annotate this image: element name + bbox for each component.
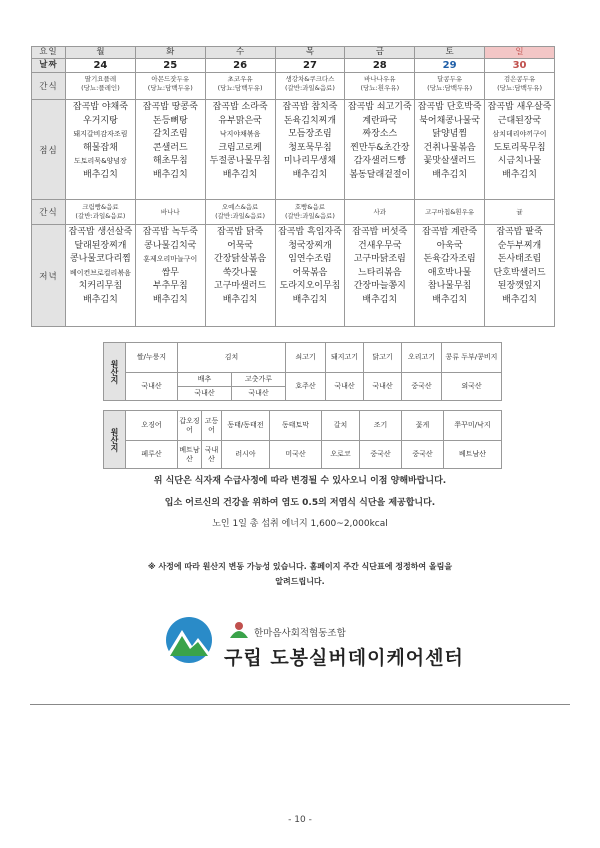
menu-item: 해물잡채 [83, 142, 118, 153]
afternoon-snack-cell [415, 200, 485, 225]
origin-item-value: 중국산 [402, 373, 442, 401]
menu-item: (당뇨:플레인) [81, 84, 120, 92]
origin-item-value: 국내산 [364, 373, 402, 401]
menu-item: 크림빵&음료 [82, 203, 119, 211]
menu-item: 간장마늘쫑지 [353, 281, 406, 292]
menu-item: 북어채콩나물국 [419, 115, 481, 126]
menu-item: (갈반:과일&음료) [284, 212, 335, 220]
menu-item: 낙지야채볶음 [219, 130, 261, 139]
afternoon-snack-cell [275, 200, 345, 225]
dinner-cell-sat [415, 225, 485, 327]
afternoon-snack-row [32, 200, 555, 225]
menu-item: 배추김치 [362, 294, 398, 305]
origin-item-value: 베트남산 [178, 441, 202, 469]
menu-item: 아몬드잣두유 [151, 75, 190, 83]
day-mon: 월 [66, 47, 136, 59]
date-mon: 24 [66, 59, 136, 73]
mountain-logo-icon [164, 616, 214, 664]
menu-item: 잡곡밥 소라죽 [212, 102, 268, 112]
menu-item: 딸기요플레 [84, 75, 117, 83]
note-origin-change-2: 알려드립니다. [275, 577, 325, 586]
origin-item-name: 닭고기 [364, 343, 402, 373]
origin-item-name: 오리고기 [402, 343, 442, 373]
dates-row [32, 59, 555, 73]
origin-item-name: 갑오징어 [178, 411, 202, 441]
menu-item: 배추김치 [502, 169, 537, 180]
menu-item: 잡곡밥 참치죽 [282, 102, 338, 112]
menu-item: 느타리볶음 [358, 267, 402, 278]
menu-item: (당뇨:흰우유) [360, 84, 400, 92]
dinner-row [32, 225, 555, 327]
afternoon-snack-cell [485, 200, 555, 225]
menu-item: 배추김치 [83, 294, 118, 305]
menu-item: 닭양념찜 [432, 129, 468, 140]
menu-item: 배추김치 [152, 169, 188, 180]
day-wed: 수 [205, 47, 275, 59]
menu-item: 짜장소스 [362, 129, 398, 140]
menu-item: (당뇨:담백두유) [497, 84, 542, 92]
origin-item-value: 미국산 [270, 441, 322, 469]
snack2-label: 간식 [32, 200, 66, 225]
menu-item: 잡곡밥 계란죽 [422, 227, 478, 237]
menu-item: 검은콩두유 [503, 75, 536, 83]
menu-item: 단호박샐러드 [493, 267, 546, 278]
weekly-menu-table [31, 46, 555, 327]
menu-item: 도라지오이무침 [279, 281, 341, 292]
days-row [32, 47, 555, 59]
morning-snack-row [32, 73, 555, 100]
menu-item: 잡곡밥 쇠고기죽 [347, 102, 412, 112]
menu-item: 어묵국 [227, 240, 254, 251]
dinner-cell-sun [485, 225, 555, 327]
afternoon-snack-cell [205, 200, 275, 225]
menu-item: 크림고로케 [218, 142, 262, 153]
menu-item: 부추무침 [152, 281, 188, 292]
note-low-salt: 입소 어르신의 건강을 위하여 염도 0.5의 저염식 식단을 제공합니다. [164, 498, 436, 508]
menu-item: 배추김치 [222, 294, 258, 305]
menu-item: 도토리묵&양념장 [74, 157, 127, 166]
menu-item: 잡곡밥 생선살죽 [68, 227, 133, 237]
origin-item-value: 외국산 [442, 373, 502, 401]
dinner-cell-wed [205, 225, 275, 327]
origin-item-name: 김치 [178, 343, 286, 373]
morning-snack-cell [345, 73, 415, 100]
menu-item: 콘샐러드 [152, 142, 188, 153]
lunch-cell-thu [275, 100, 345, 200]
menu-item: 우거지탕 [83, 115, 118, 126]
origin-item-name: 돼지고기 [326, 343, 364, 373]
menu-item: 모듬장조림 [288, 129, 332, 140]
menu-item: 애호박나물 [427, 267, 472, 278]
menu-item: 유부맑은국 [218, 115, 262, 126]
menu-item: 잡곡밥 새우살죽 [487, 102, 552, 112]
menu-item: 귤 [516, 207, 523, 216]
menu-item: (갈반:과일&음료) [215, 212, 266, 220]
menu-item: 잡곡밥 단호박죽 [417, 102, 482, 112]
origin-item-value: 베트남산 [444, 441, 502, 469]
menu-item: 건새우무국 [358, 240, 402, 251]
menu-item: 배추김치 [152, 294, 188, 305]
origin-subitem-name: 배추 [178, 373, 232, 387]
menu-item: 돈사태조림 [497, 254, 542, 265]
menu-item: 된장깻잎지 [497, 281, 542, 292]
menu-item: 오예스&음료 [221, 203, 259, 211]
lunch-cell-sat [415, 100, 485, 200]
lunch-cell-tue [135, 100, 205, 200]
origin-item-value: 중국산 [402, 441, 444, 469]
origin-item-value: 페루산 [126, 441, 178, 469]
origin-item-value: 국내산 [126, 373, 178, 401]
menu-item: 베이컨브로컬리볶음 [69, 268, 131, 277]
afternoon-snack-cell [345, 200, 415, 225]
origin-item-name: 쭈꾸미/낙지 [444, 411, 502, 441]
origin-label: 원산지 [104, 411, 126, 469]
dinner-cell-mon [66, 225, 136, 327]
morning-snack-cell [135, 73, 205, 100]
menu-item: 고구마샐러드 [214, 281, 267, 292]
origin-item-value: 국내산 [202, 441, 222, 469]
dinner-cell-thu [275, 225, 345, 327]
date-label: 날짜 [32, 59, 66, 73]
menu-item: 잡곡밥 흑임자죽 [278, 227, 342, 237]
menu-item: 고구마닭조림 [353, 254, 406, 265]
menu-item: 배추김치 [502, 294, 537, 305]
origin-item-name: 고등어 [202, 411, 222, 441]
origin-item-value: 국내산 [326, 373, 364, 401]
menu-item: 사과 [373, 207, 387, 216]
note-energy: 노인 1일 총 섭취 에너지 1,600~2,000kcal [212, 519, 388, 529]
origin-item-value: 중국산 [360, 441, 402, 469]
menu-item: 바나나 [160, 207, 180, 216]
menu-item: 시금치나물 [497, 156, 542, 167]
origin-table-1 [103, 342, 502, 401]
day-tue: 화 [135, 47, 205, 59]
origin-item-name: 쇠고기 [286, 343, 326, 373]
menu-item: 갈치조림 [152, 129, 188, 140]
menu-item: 달래된장찌개 [74, 240, 127, 251]
day-fri: 금 [345, 47, 415, 59]
menu-item: (당뇨:담백두유) [217, 84, 263, 92]
lunch-label: 점심 [32, 100, 66, 200]
menu-item: 도토리묵무침 [493, 142, 546, 153]
menu-item: 잡곡밥 닭죽 [216, 227, 264, 237]
menu-item: (갈반:과일&음료) [75, 212, 126, 220]
morning-snack-cell [485, 73, 555, 100]
menu-item: 청국장찌개 [288, 240, 332, 251]
coop-logo-icon [228, 620, 250, 640]
day-sun: 일 [485, 47, 555, 59]
menu-item: 고구마칩&흰우유 [425, 207, 475, 216]
afternoon-snack-cell [66, 200, 136, 225]
menu-item: 콩나물김치국 [144, 240, 197, 251]
date-wed: 26 [205, 59, 275, 73]
origin-label: 원산지 [104, 343, 126, 401]
lunch-cell-fri [345, 100, 415, 200]
origin-item-name: 꽃게 [402, 411, 444, 441]
menu-item: 청포묵무침 [288, 142, 332, 153]
menu-item: 생강차&쿠크다스 [285, 75, 335, 83]
menu-item: 쌈무 [161, 267, 179, 278]
date-tue: 25 [135, 59, 205, 73]
dinner-label: 저녁 [32, 225, 66, 327]
afternoon-snack-cell [135, 200, 205, 225]
coop-name: 한마음사회적협동조합 [254, 628, 346, 639]
dinner-cell-tue [135, 225, 205, 327]
menu-item: 봄동달래겉절이 [349, 169, 411, 180]
page-number: - 10 - [288, 815, 312, 825]
menu-item: 돈등뼈탕 [152, 115, 188, 126]
note-menu-change: 위 식단은 식자재 수급사정에 따라 변경될 수 있사오니 이점 양해바랍니다. [153, 476, 447, 486]
origin-item-name: 동태/동태전 [222, 411, 270, 441]
menu-item: 근대된장국 [497, 115, 542, 126]
origin-item-name: 조기 [360, 411, 402, 441]
lunch-row [32, 100, 555, 200]
origin-item-name: 쌀/누룽지 [126, 343, 178, 373]
footer-divider [30, 704, 570, 705]
menu-item: 아욱국 [436, 240, 463, 251]
menu-item: 잡곡밥 땅콩죽 [142, 102, 198, 112]
menu-item: 배추김치 [292, 169, 328, 180]
menu-item: 콩나물코다리찜 [69, 254, 131, 265]
menu-item: 잡곡밥 야채죽 [72, 102, 128, 112]
menu-item: (당뇨:담백두유) [427, 84, 473, 92]
menu-item: 배추김치 [432, 169, 468, 180]
origin-subitem-name: 고춧가루 [232, 373, 286, 387]
menu-item: 돈육감자조림 [423, 254, 476, 265]
menu-item: 간장닭살볶음 [214, 254, 267, 265]
menu-item: 감자샐러드빵 [353, 156, 406, 167]
menu-item: 어묵볶음 [292, 267, 328, 278]
menu-item: (갈반:과일&음료) [284, 84, 335, 92]
dinner-cell-fri [345, 225, 415, 327]
origin-item-name: 오징어 [126, 411, 178, 441]
menu-item: 돈육김치찌개 [283, 115, 337, 126]
menu-item: 미나리무생채 [283, 156, 337, 167]
menu-item: 순두부찌개 [497, 240, 542, 251]
menu-item: 꽃맛살샐러드 [423, 156, 476, 167]
day-sat: 토 [415, 47, 485, 59]
menu-item: 배추김치 [222, 169, 258, 180]
menu-item: 호빵&음료 [294, 203, 326, 211]
menu-item: 잡곡밥 팥죽 [496, 227, 543, 237]
menu-item: 훈제오리마늘구이 [143, 255, 198, 264]
snack-label: 간식 [32, 73, 66, 100]
menu-item: 계란파국 [362, 115, 398, 126]
menu-item: 치커리무침 [78, 281, 123, 292]
menu-item: (당뇨:담백두유) [147, 84, 193, 92]
menu-item: 쑥갓나물 [222, 267, 258, 278]
origin-item-name: 동태토막 [270, 411, 322, 441]
menu-item: 돼지갈비감자조림 [73, 130, 128, 139]
lunch-cell-wed [205, 100, 275, 200]
menu-item: 배추김치 [432, 294, 468, 305]
menu-item: 삼치데리야끼구이 [492, 130, 547, 139]
menu-item: 초코우유 [227, 75, 253, 83]
menu-item: 바나나우유 [364, 75, 396, 83]
menu-item: 배추김치 [83, 169, 118, 180]
origin-item-value: 러시아 [222, 441, 270, 469]
menu-item: 건취나물볶음 [423, 142, 476, 153]
date-fri: 28 [345, 59, 415, 73]
date-thu: 27 [275, 59, 345, 73]
menu-item: 임연수조림 [288, 254, 332, 265]
origin-subitem-value: 국내산 [232, 387, 286, 401]
origin-item-name: 갈치 [322, 411, 360, 441]
center-name: 구립 도봉실버데이케어센터 [224, 647, 464, 669]
origin-subitem-value: 국내산 [178, 387, 232, 401]
menu-item: 참나물무침 [427, 281, 472, 292]
note-origin-change: ※ 사정에 따라 원산지 변동 가능성 있습니다. 홈페이지 주간 식단표에 정정하여 올림을 [147, 562, 453, 571]
origin-item-name: 콩류 두부/콩비지 [442, 343, 502, 373]
lunch-cell-sun [485, 100, 555, 200]
menu-item: 잡곡밥 버섯죽 [352, 227, 408, 237]
menu-item: 찐만두&초간장 [350, 142, 410, 153]
day-thu: 목 [275, 47, 345, 59]
morning-snack-cell [205, 73, 275, 100]
menu-item: 해초무침 [152, 156, 188, 167]
morning-snack-cell [275, 73, 345, 100]
day-label: 요일 [32, 47, 66, 59]
morning-snack-cell [415, 73, 485, 100]
menu-item: 달콩두유 [437, 75, 463, 83]
menu-item: 두절콩나물무침 [209, 156, 271, 167]
menu-item: 배추김치 [292, 294, 328, 305]
lunch-cell-mon [66, 100, 136, 200]
origin-item-value: 오로코 [322, 441, 360, 469]
morning-snack-cell [66, 73, 136, 100]
origin-table-2 [103, 410, 502, 469]
menu-item: 잡곡밥 녹두죽 [142, 227, 198, 237]
date-sat: 29 [415, 59, 485, 73]
date-sun: 30 [485, 59, 555, 73]
origin-item-value: 호주산 [286, 373, 326, 401]
